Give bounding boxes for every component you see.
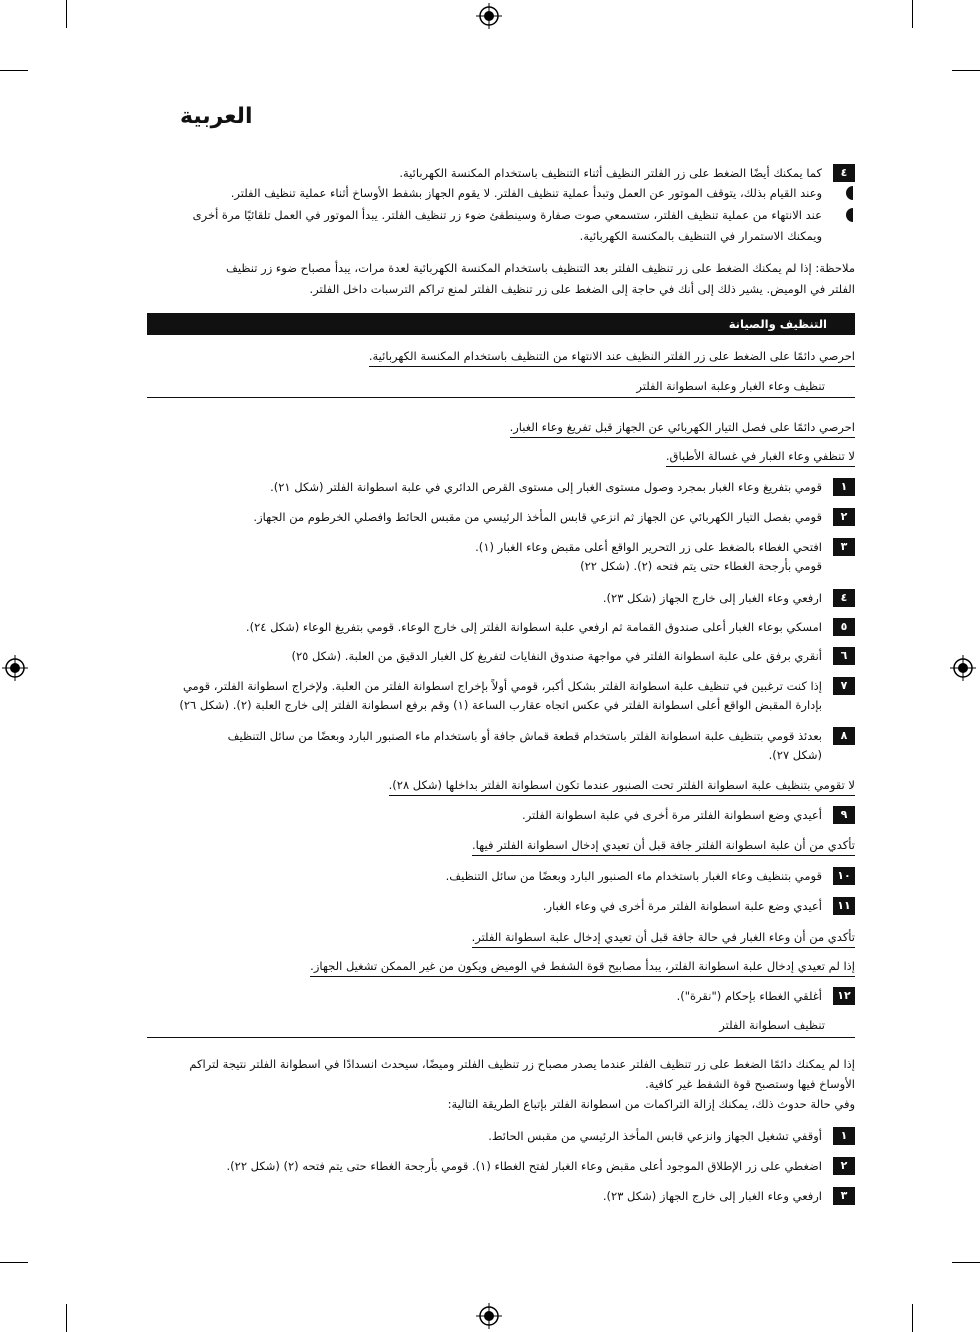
step-text: أوقفي تشغيل الجهاز وانزعي قابس المأخذ الرئيسي من مقبس الحائط. [488, 1129, 822, 1143]
step-text: امسكي بوعاء الغبار أعلى صندوق القمامة ثم ارفعي علبة اسطوانة الفلتر إلى خارج الوعاء. قومي بتفريغ الوعاء (شكل ٢٤). [245, 620, 822, 634]
registration-mark-icon [2, 655, 28, 681]
step-text: قومي بأرجحة الغطاء حتى يتم فتحه (٢). (شكل ٢٢) [580, 559, 822, 573]
step-text: إذا كنت ترغبين في تنظيف علبة اسطوانة الفلتر بشكل أكبر، قومي أولاً بإخراج اسطوانة الفلتر من العلبة. ولإخراج اسطوانة الفلتر، قومي [182, 679, 822, 693]
step-text: بإدارة المقبض الواقع أعلى اسطوانة الفلتر في عكس اتجاه عقارب الساعة (١) وقم برفع اسطوانة الفلتر إلى خارج العلبة (٢). (شكل ٢٦) [179, 698, 822, 712]
caution-text: احرصي دائمًا على فصل التيار الكهربائي عن الجهاز قبل تفريغ وعاء الغبار. [510, 418, 855, 438]
step-number: ٨ [833, 727, 855, 745]
step-text: بعدئذ قومي بتنظيف علبة اسطوانة الفلتر باستخدام قطعة قماش جافة أو باستخدام ماء الصنبور البارد وبعضًا من سائل التنظيف [227, 729, 822, 743]
step-text: قومي بتفريغ وعاء الغبار بمجرد وصول مستوى الغبار إلى مستوى القرص الدائري في علبة اسطوانة الفلتر (شكل ٢١). [270, 480, 822, 494]
caution-text: احرصي دائمًا على الضغط على زر الفلتر النظيف عند الانتهاء من التنظيف باستخدام المكنسة الكهربائية. [369, 347, 855, 367]
crop-mark [952, 70, 980, 71]
registration-mark-icon [950, 655, 976, 681]
step-number: ٢ [833, 508, 855, 526]
crop-mark [952, 1262, 980, 1263]
crop-mark [66, 1304, 67, 1332]
bullet-icon [844, 208, 853, 222]
rule [147, 1037, 855, 1038]
caution-text: تأكدي من أن علبة اسطوانة الفلتر جافة قبل أن تعيدي إدخال اسطوانة الفلتر فيها. [472, 836, 855, 856]
step-number: ٣ [833, 1187, 855, 1205]
note-text: الفلتر في الوميض. يشير ذلك إلى أنك في حاجة إلى الضغط على زر تنظيف الفلتر لمنع تراكم الترسبات داخل الفلتر. [309, 282, 855, 296]
step-text: وعند القيام بذلك، يتوقف الموتور عن العمل وتبدأ عملية تنظيف الفلتر. لا يقوم الجهاز بشفط الأوساخ أثناء عملية تنظيف الفلتر. [230, 186, 822, 200]
step-number: ٢ [833, 1157, 855, 1175]
step-text: أغلقي الغطاء بإحكام ("نقرة"). [676, 989, 822, 1003]
step-text: قومي بتنظيف وعاء الغبار باستخدام ماء الصنبور البارد وبعضًا من سائل التنظيف. [445, 869, 822, 883]
language-title: العربية [180, 104, 253, 129]
step-number: ٤ [833, 164, 855, 182]
rule [147, 397, 855, 398]
step-text: كما يمكنك أيضًا الضغط على زر الفلتر النظيف أثناء التنظيف باستخدام المكنسة الكهربائية. [399, 166, 822, 180]
step-text: أعيدي وضع اسطوانة الفلتر مرة أخرى في علبة اسطوانة الفلتر. [522, 808, 822, 822]
registration-mark-icon [476, 3, 502, 29]
step-number: ٥ [833, 618, 855, 636]
step-number: ٤ [833, 589, 855, 607]
crop-mark [0, 1262, 28, 1263]
paragraph-text: إذا لم يمكنك دائمًا الضغط على زر تنظيف الفلتر عندما يصدر مصباح زر تنظيف الفلتر وميضًا، سيحدث انسدادًا في اسطوانة الفلتر نتيجة لتراكم [189, 1057, 855, 1071]
step-text: ويمكنك الاستمرار في التنظيف بالمكنسة الكهربائية. [579, 229, 822, 243]
step-number: ١ [833, 1127, 855, 1145]
paragraph-text: وفي حالة حدوث ذلك، يمكنك إزالة التراكمات من اسطوانة الفلتر بإتباع الطريقة التالية: [447, 1097, 855, 1111]
step-number: ٧ [833, 677, 855, 695]
step-number: ٣ [833, 538, 855, 556]
caution-text: لا تنظفي وعاء الغبار في غسالة الأطباق. [666, 447, 855, 467]
crop-mark [912, 0, 913, 28]
caution-text: تأكدي من أن وعاء الغبار في حالة جافة قبل أن تعيدي إدخال علبة اسطوانة الفلتر. [472, 928, 855, 948]
step-text: قومي بفصل التيار الكهربائي عن الجهاز ثم انزعي قابس المأخذ الرئيسي من مقبس الحائط وافصلي الخرطوم من الجهاز. [253, 510, 822, 524]
step-number: ٩ [833, 806, 855, 824]
step-number: ١٠ [833, 867, 855, 885]
step-number: ١٢ [833, 987, 855, 1005]
step-text: أعيدي وضع علبة اسطوانة الفلتر مرة أخرى في وعاء الغبار. [542, 899, 822, 913]
step-number: ١ [833, 478, 855, 496]
subsection-title: تنظيف وعاء الغبار وعلبة اسطوانة الفلتر [636, 379, 825, 393]
step-text: افتحي الغطاء بالضغط على زر التحرير الواقع أعلى مقبض وعاء الغبار (١). [475, 540, 822, 554]
step-text: اضغطي على زر الإطلاق الموجود أعلى مقبض وعاء الغبار لفتح الغطاء (١). قومي بأرجحة الغطاء حتى يتم فتحه (٢) (شكل ٢٢). [226, 1159, 822, 1173]
paragraph-text: الأوساخ فيها وستصبح قوة الشفط غير كافية. [645, 1077, 855, 1091]
caution-text: لا تقومي بتنظيف علبة اسطوانة الفلتر تحت الصنبور عندما تكون اسطوانة الفلتر بداخلها (شكل ٢٨). [389, 776, 855, 796]
step-text: أنقري برفق على علبة اسطوانة الفلتر في مواجهة صندوق النفايات لتفريغ كل الغبار الدقيق من العلبة. (شكل ٢٥) [291, 649, 822, 663]
step-text: ارفعي وعاء الغبار إلى خارج الجهاز (شكل ٢٣). [602, 591, 822, 605]
section-heading: التنظيف والصيانة [147, 313, 855, 335]
step-number: ١١ [833, 897, 855, 915]
step-number: ٦ [833, 647, 855, 665]
note-text: ملاحظة: إذا لم يمكنك الضغط على زر تنظيف الفلتر بعد التنظيف باستخدام المكنسة الكهربائية لعدة مرات، يبدأ مصباح ضوء زر تنظيف [226, 261, 855, 275]
warning-text: إذا لم تعيدي إدخال علبة اسطوانة الفلتر، يبدأ مصابيح قوة الشفط في الوميض ويكون من غير الممكن تشغيل الجهاز. [310, 957, 855, 977]
step-text: عند الانتهاء من عملية تنظيف الفلتر، ستسمعي صوت صفارة وسينطفئ ضوء زر تنظيف الفلتر. يبدأ الموتور في العمل تلقائيًا مرة أخرى [192, 208, 822, 222]
subsection-title: تنظيف اسطوانة الفلتر [719, 1018, 825, 1032]
crop-mark [0, 70, 28, 71]
step-text: (شكل ٢٧). [768, 748, 822, 762]
registration-mark-icon [476, 1303, 502, 1329]
step-text: ارفعي وعاء الغبار إلى خارج الجهاز (شكل ٢٣). [602, 1189, 822, 1203]
crop-mark [912, 1304, 913, 1332]
crop-mark [66, 0, 67, 28]
bullet-icon [844, 186, 853, 200]
